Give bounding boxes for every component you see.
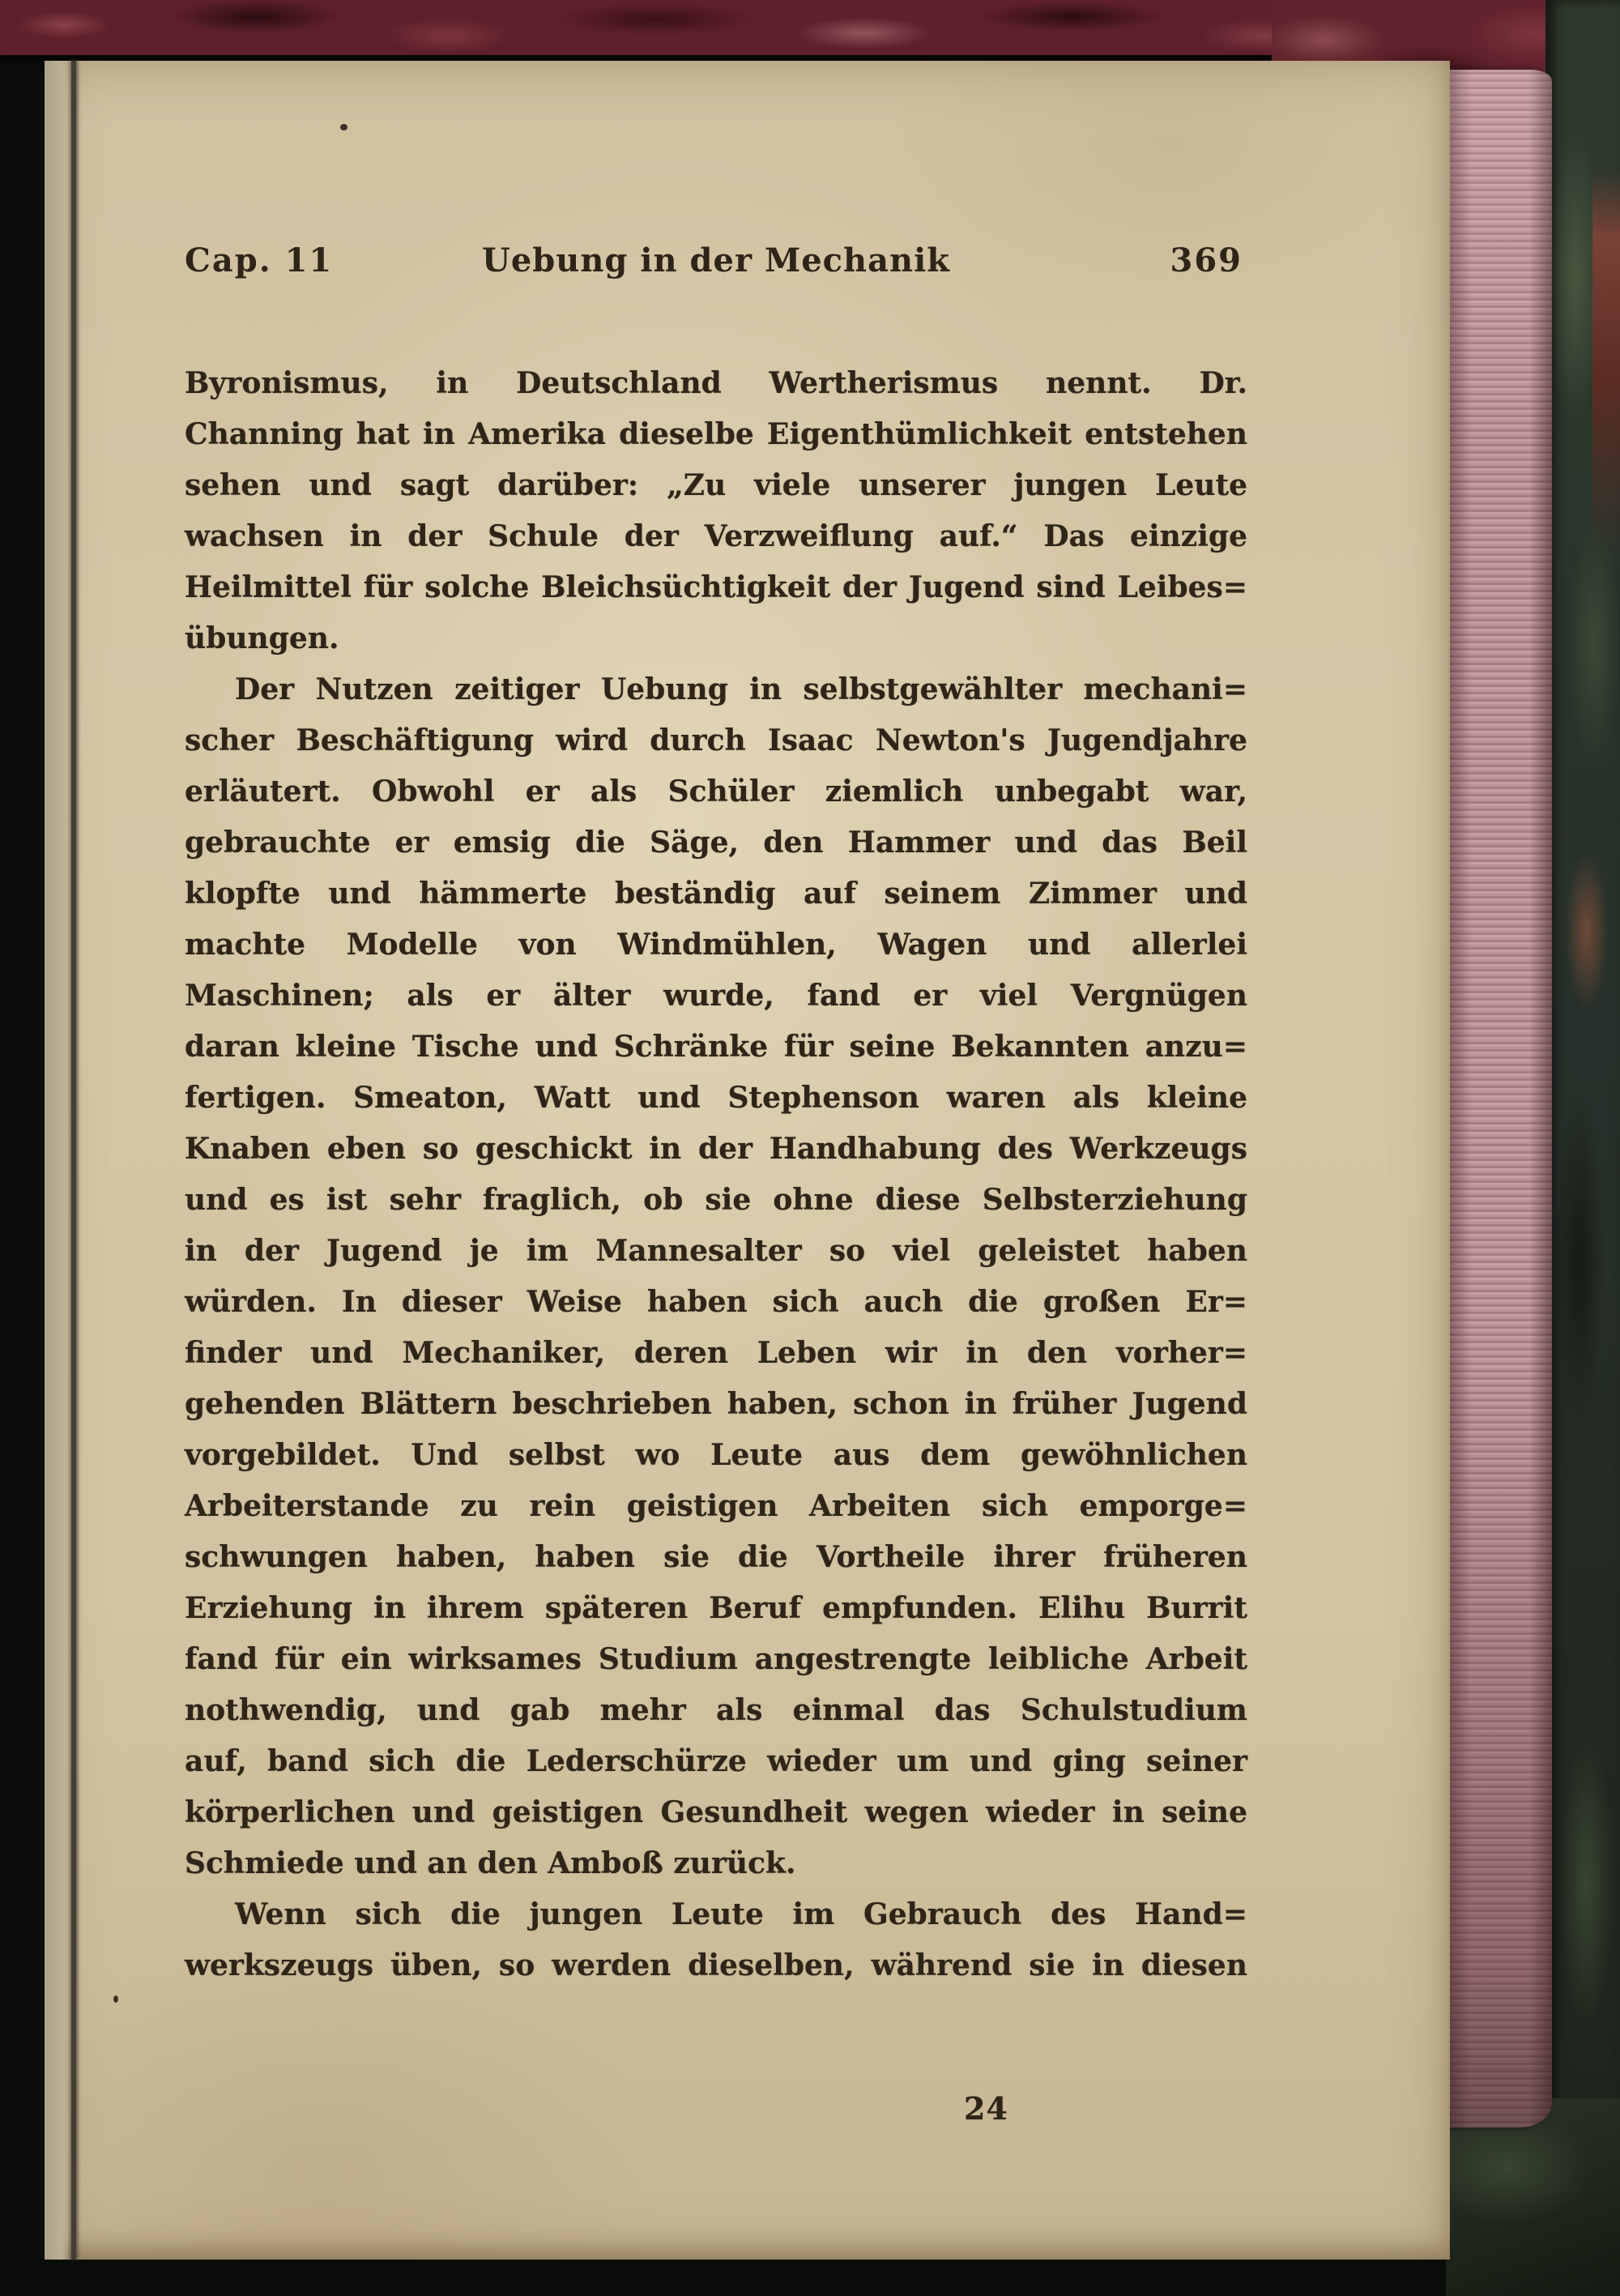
paragraph: [185, 664, 1247, 1889]
text-line: übungen.: [185, 621, 339, 655]
text-line: in der Jugend je im Mannesalter so viel geleistet haben: [185, 1234, 1247, 1268]
text-line: sehen und sagt darüber: „Zu viele unserer jungen Leute: [185, 468, 1247, 502]
text-line: machte Modelle von Windmühlen, Wagen und allerlei: [185, 928, 1247, 962]
text-line: klopfte und hämmerte beständig auf seinem Zimmer und: [185, 877, 1247, 911]
leather-wear-patch: [1560, 826, 1614, 1037]
text-line: werkszeugs üben, so werden dieselben, während sie in diesen: [185, 1948, 1247, 1982]
text-line: nothwendig, und gab mehr als einmal das Schulstudium: [185, 1693, 1247, 1727]
paragraph: [185, 358, 1247, 664]
signature-mark: 24: [964, 2090, 1008, 2127]
text-line: schwungen haben, haben sie die Vortheile ihrer früheren: [185, 1540, 1247, 1574]
text-line: Heilmittel für solche Bleichsüchtigkeit der Jugend sind Leibes=: [185, 570, 1247, 604]
paragraph: [185, 1889, 1247, 1991]
text-line: Schmiede und an den Amboß zurück.: [185, 1846, 796, 1880]
text-line: gehenden Blättern beschrieben haben, schon in früher Jugend: [185, 1387, 1247, 1421]
running-title: Uebung in der Mechanik: [481, 241, 951, 280]
text-line: Knaben eben so geschickt in der Handhabung des Werkzeugs: [185, 1132, 1247, 1166]
text-line: auf, band sich die Lederschürze wieder um und ging seiner: [185, 1744, 1247, 1778]
text-line: Wenn sich die jungen Leute im Gebrauch des Hand=: [235, 1897, 1247, 1931]
text-line: und es ist sehr fraglich, ob sie ohne diese Selbsterziehung: [185, 1183, 1247, 1217]
gutter-shadow: [71, 61, 76, 2260]
text-line: Maschinen; als er älter wurde, fand er viel Vergnügen: [185, 979, 1247, 1013]
text-line: Byronismus, in Deutschland Wertherismus nennt. Dr.: [185, 366, 1247, 400]
text-line: Arbeiterstande zu rein geistigen Arbeiten sich emporge=: [185, 1489, 1247, 1523]
text-line: wachsen in der Schule der Verzweiflung auf.“ Das einzige: [185, 519, 1247, 553]
text-line: Erziehung in ihrem späteren Beruf empfunden. Elihu Burrit: [185, 1591, 1247, 1625]
text-line: erläutert. Obwohl er als Schüler ziemlich unbegabt war,: [185, 775, 1247, 809]
book-cover-leather-right: [1545, 0, 1620, 2296]
page-left-edge: [45, 61, 72, 2260]
chapter-label: Cap. 11: [185, 241, 334, 280]
text-line: fertigen. Smeaton, Watt und Stephenson waren als kleine: [185, 1081, 1247, 1115]
page-header: [185, 241, 1247, 281]
printed-content: [185, 61, 1247, 2260]
page-number: 369: [1170, 241, 1243, 280]
text-line: scher Beschäftigung wird durch Isaac Newton's Jugendjahre: [185, 723, 1247, 758]
text-line: würden. In dieser Weise haben sich auch die großen Er=: [185, 1285, 1247, 1319]
text-line: daran kleine Tische und Schränke für seine Bekannten anzu=: [185, 1030, 1247, 1064]
ink-speck: [113, 1995, 118, 2003]
text-line: finder und Mechaniker, deren Leben wir in den vorher=: [185, 1336, 1247, 1370]
leather-tear-patch: [1592, 170, 1620, 551]
text-line: Channing hat in Amerika dieselbe Eigenthümlichkeit entstehen: [185, 417, 1247, 451]
text-line: fand für ein wirksames Studium angestrengte leibliche Arbeit: [185, 1642, 1247, 1676]
text-line: vorgebildet. Und selbst wo Leute aus dem gewöhnlichen: [185, 1438, 1247, 1472]
page-body: [185, 358, 1247, 1991]
text-line: gebrauchte er emsig die Säge, den Hammer und das Beil: [185, 826, 1247, 860]
page-edge-stack: [1448, 70, 1552, 2127]
book-page: [45, 61, 1450, 2260]
text-line: körperlichen und geistigen Gesundheit wegen wieder in seine: [185, 1795, 1247, 1829]
text-line: Der Nutzen zeitiger Uebung in selbstgewählter mechani=: [235, 672, 1247, 706]
book-cover-leather-bottom-right: [1446, 2098, 1620, 2296]
